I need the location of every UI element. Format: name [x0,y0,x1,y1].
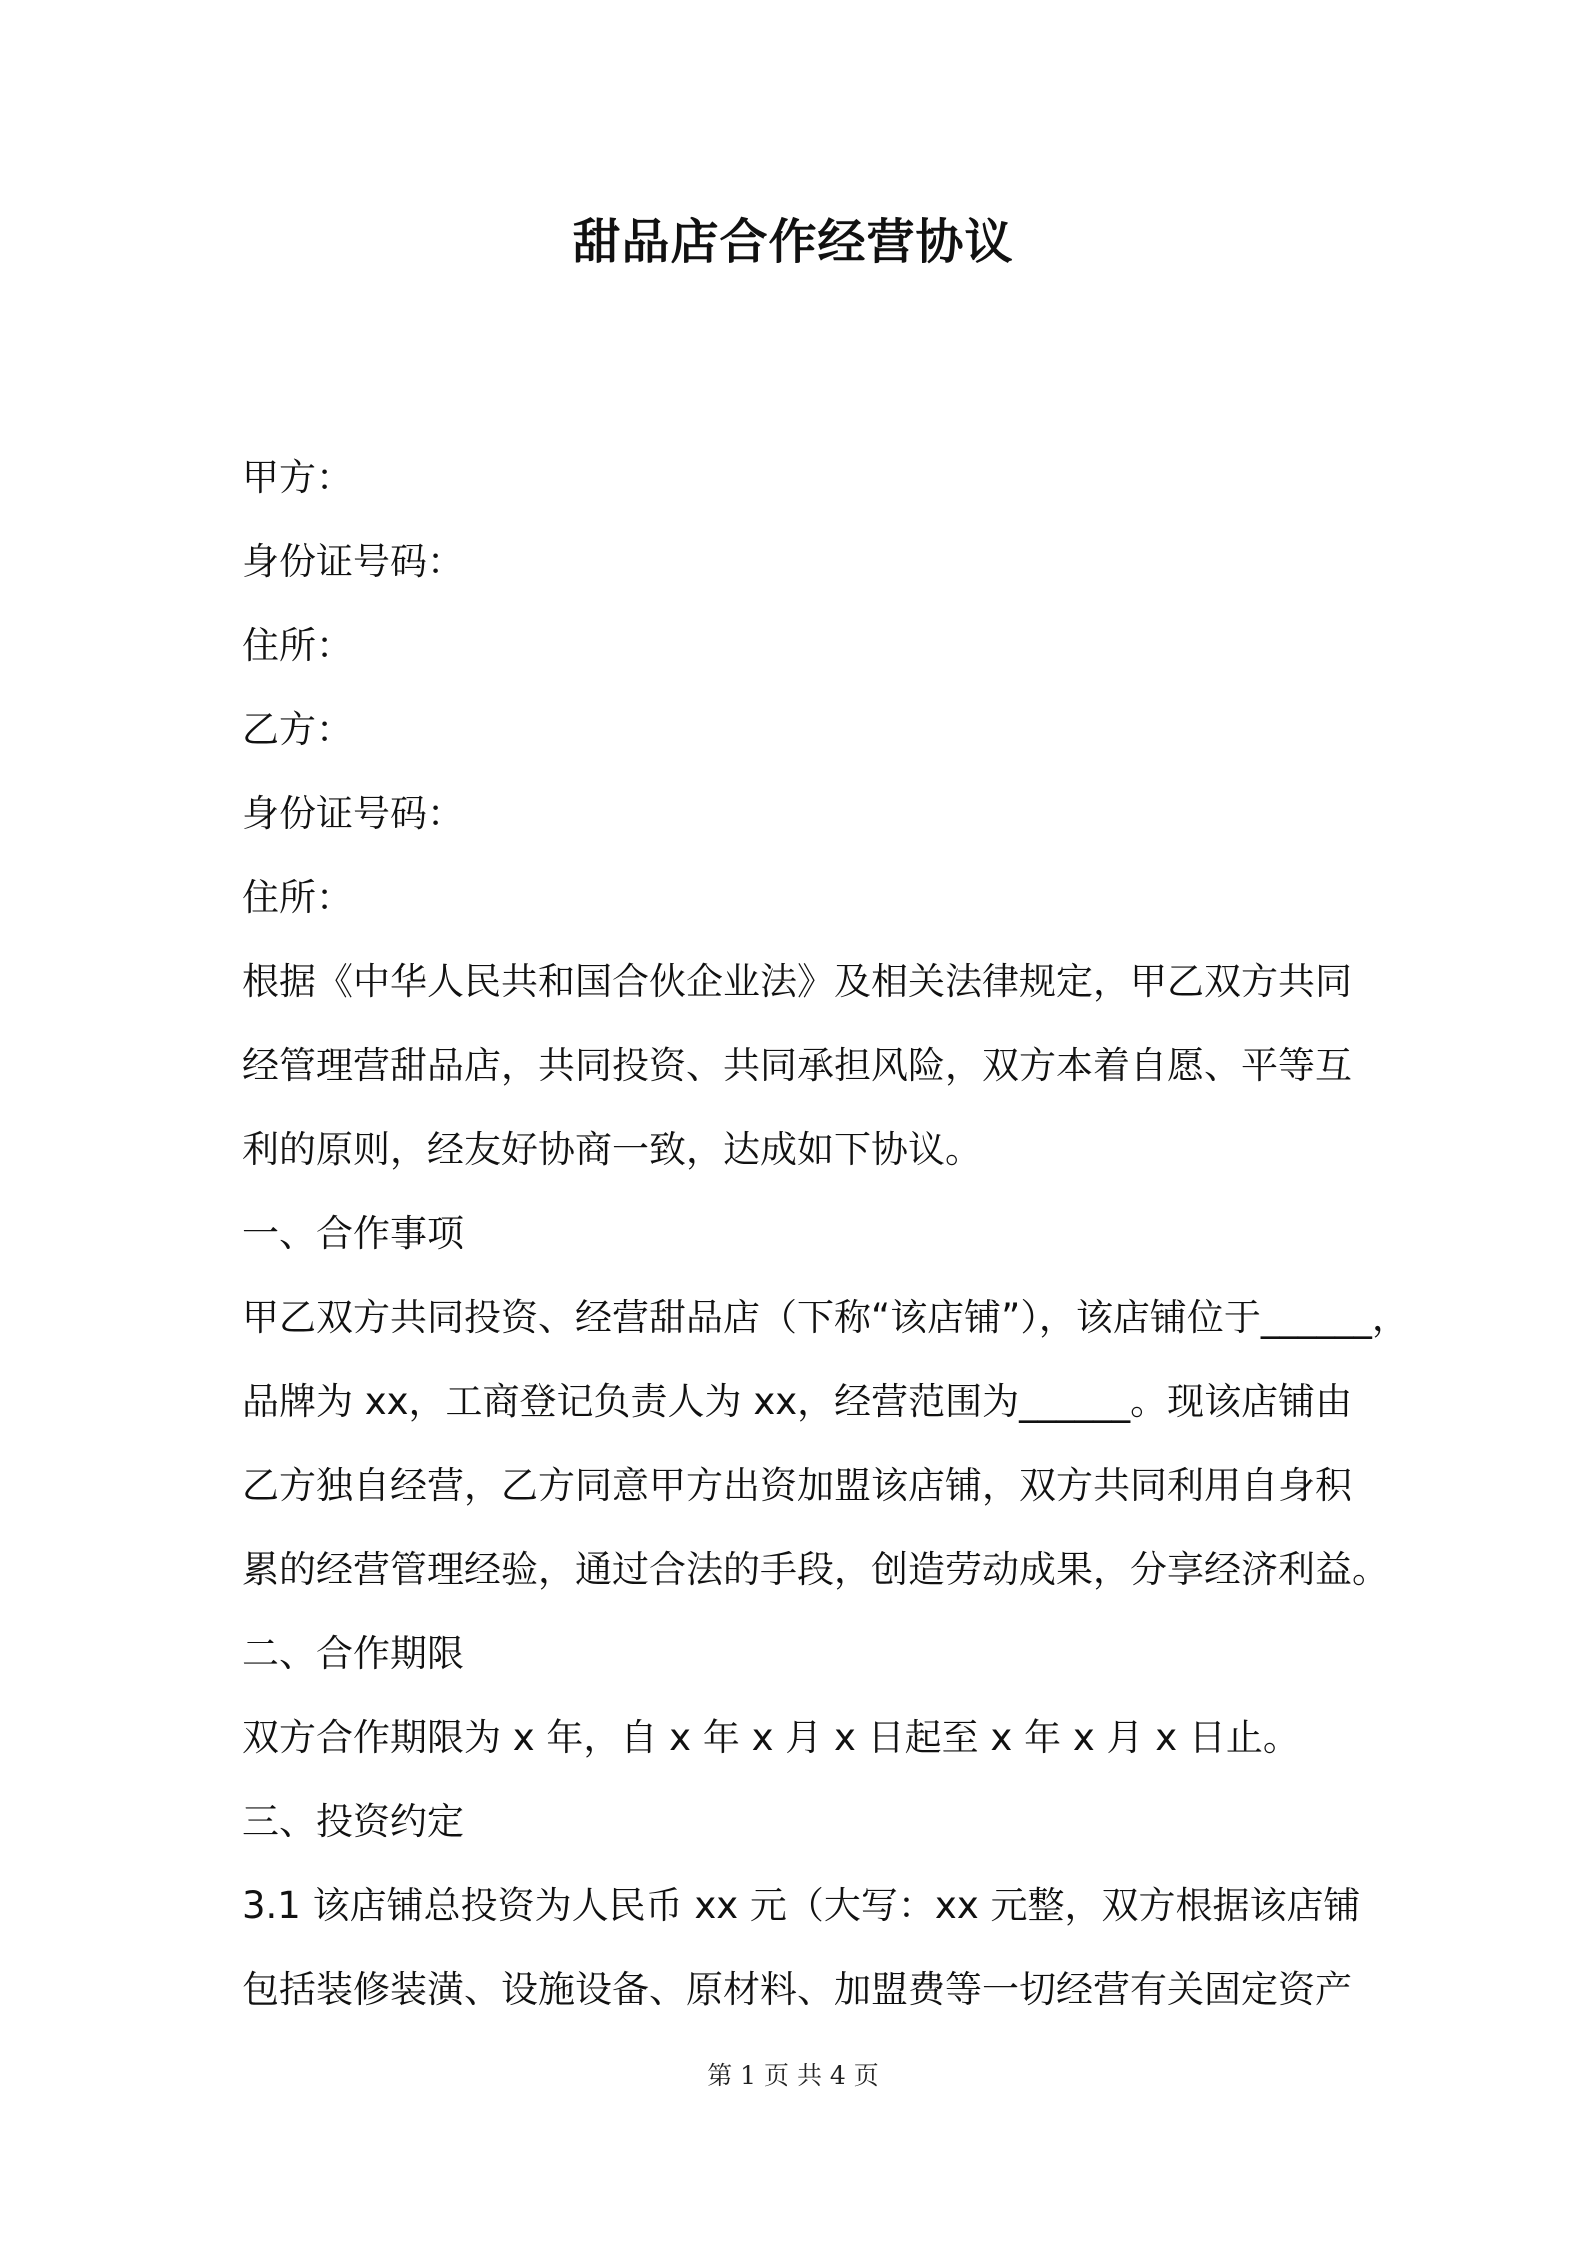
section-heading-cooperation: 一、合作事项 [242,1212,464,1255]
cooperation-paragraph-line: 乙方独自经营，乙方同意甲方出资加盟该店铺，双方共同利用自身积 [242,1464,1352,1507]
section-heading-investment: 三、投资约定 [242,1800,464,1843]
term-paragraph-line: 双方合作期限为 x 年，自 x 年 x 月 x 日起至 x 年 x 月 x 日止。 [242,1716,1300,1759]
preamble-line: 利的原则，经友好协商一致，达成如下协议。 [242,1128,982,1171]
document-title: 甜品店合作经营协议 [572,214,1014,270]
cooperation-paragraph-line: 甲乙双方共同投资、经营甜品店（下称“该店铺”），该店铺位于______， [242,1296,1409,1339]
party-a-id-label: 身份证号码： [242,540,464,583]
cooperation-paragraph-line: 品牌为 xx，工商登记负责人为 xx，经营范围为______。现该店铺由 [242,1380,1353,1423]
cooperation-paragraph-line: 累的经营管理经验，通过合法的手段，创造劳动成果，分享经济利益。 [242,1548,1389,1591]
investment-paragraph-line: 包括装修装潢、设施设备、原材料、加盟费等一切经营有关固定资产 [242,1968,1352,2011]
preamble-line: 经管理营甜品店，共同投资、共同承担风险，双方本着自愿、平等互 [242,1044,1352,1087]
section-heading-term: 二、合作期限 [242,1632,464,1675]
party-a-address-label: 住所： [242,624,353,667]
party-a-label: 甲方： [242,456,353,499]
party-b-address-label: 住所： [242,876,353,919]
page-number-footer: 第 1 页 共 4 页 [707,2061,879,2090]
investment-paragraph-line: 3.1 该店铺总投资为人民币 xx 元（大写：xx 元整，双方根据该店铺 [242,1884,1361,1927]
party-b-id-label: 身份证号码： [242,792,464,835]
party-b-label: 乙方： [242,708,353,751]
preamble-line: 根据《中华人民共和国合伙企业法》及相关法律规定，甲乙双方共同 [242,960,1352,1003]
